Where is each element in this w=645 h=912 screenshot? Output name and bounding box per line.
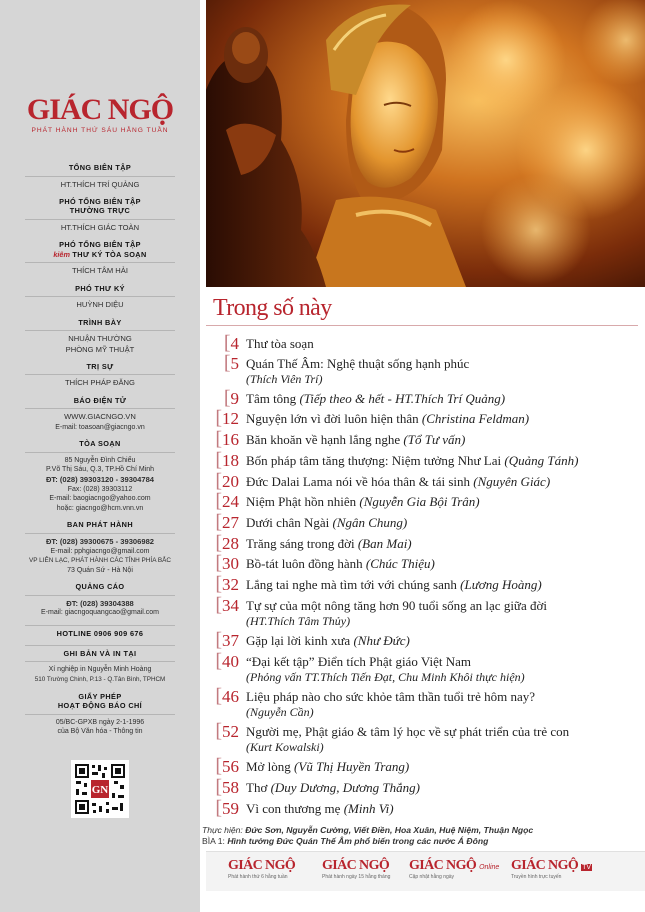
staff-editor-in-chief: TỔNG BIÊN TẬP HT.THÍCH TRÍ QUẢNG [0, 163, 200, 190]
toc-author: (Tiếp theo & hết - HT.Thích Trí Quảng) [299, 391, 506, 406]
toc-page-number: 20 [222, 472, 239, 491]
staff-advertising: QUẢNG CÁO ĐT: (028) 39304388 E-mail: giacngoquangcao@gmail.com [0, 582, 200, 618]
toc-title: “Đại kết tập” Điển tích Phật giáo Việt Nam [246, 654, 471, 669]
logo-tagline: PHÁT HÀNH THỨ SÁU HẰNG TUẦN [31, 127, 169, 134]
toc-author: (Ban Mai) [357, 536, 412, 551]
contents-divider [206, 325, 638, 326]
toc-page-number: 28 [222, 534, 239, 553]
toc-author: (Vũ Thị Huyền Trang) [294, 759, 410, 774]
toc-page-number: 58 [222, 778, 239, 797]
toc-page-number: 37 [222, 631, 239, 650]
toc-title: Bốn pháp tâm tăng thượng: Niệm tưởng Như Lai [246, 453, 502, 468]
toc-author: (Thích Viên Trí) [246, 372, 323, 386]
cover-photo-buddha [206, 0, 645, 287]
toc-title: Mở lòng [246, 759, 291, 774]
toc-author: (HT.Thích Tâm Thủy) [246, 614, 351, 628]
brand-weekly[interactable]: GIÁC NGỘ Phát hành thứ 6 hằng tuần [228, 858, 296, 880]
toc-page-number: 34 [222, 596, 239, 615]
toc-title: Quán Thế Âm: Nghệ thuật sống hạnh phúc [246, 356, 470, 371]
toc-author: (Tổ Tư vấn) [403, 432, 466, 447]
staff-hotline: HOTLINE 0906 909 676 [0, 625, 200, 638]
toc-title: Bồ-tát luôn đồng hành [246, 556, 363, 571]
toc-author: (Kurt Kowalski) [246, 740, 324, 754]
brand-online[interactable]: GIÁC NGỘ Online Cập nhật hằng ngày [409, 858, 500, 880]
toc-author: (Chúc Thiệu) [365, 556, 435, 571]
toc-author: (Duy Dương, Dương Thắng) [270, 780, 420, 795]
toc-title: Gặp lại lời kinh xưa [246, 633, 351, 648]
toc-title: Tự sự của một nông tăng hơn 90 tuổi sống an lạc giữa đời [246, 598, 547, 613]
staff-license: GIẤY PHÉP HOẠT ĐỘNG BÁO CHÍ 05/BC-GPXB ngày 2-1-1996 của Bộ Văn hóa - Thông tin [0, 692, 200, 737]
staff-list [0, 163, 200, 744]
toc-author: (Phỏng vấn TT.Thích Tiến Đạt, Chu Minh Khôi thực hiện) [246, 670, 525, 684]
toc-page-number: 59 [222, 799, 239, 818]
toc-title: Băn khoăn về hạnh lắng nghe [246, 432, 401, 447]
toc-page-number: 40 [222, 652, 239, 671]
toc-author: (Như Đức) [353, 633, 410, 648]
giac-ngo-logo: GIÁC NGỘ [26, 93, 174, 126]
toc-page-number: 4 [230, 334, 239, 353]
toc-author: (Ngân Chung) [332, 515, 408, 530]
toc-author: (Lương Hoàng) [460, 577, 542, 592]
toc-title: Liệu pháp nào cho sức khỏe tâm thần tuổi trẻ hôm nay? [246, 689, 535, 704]
toc-title: Dưới chân Ngài [246, 515, 330, 530]
toc-page-number: 56 [222, 757, 239, 776]
toc-page-number: 30 [222, 554, 239, 573]
credits-contributors: Đức Sơn, Nguyễn Cường, Viết Điền, Hoa Xuân, Huệ Niệm, Thuận Ngọc [245, 825, 534, 835]
toc-page-number: 9 [230, 389, 239, 408]
brand-tv[interactable]: GIÁC NGỘ TV Truyền hình trực tuyến [511, 858, 592, 880]
toc-title: Thư tòa soạn [246, 336, 314, 351]
staff-distribution: BAN PHÁT HÀNH ĐT: (028) 39300675 - 39306982 E-mail: pphgiacngo@gmail.com VP LIÊN LẠC, PHÁT HÀNH CÁC TỈNH PHÍA BẮC 73 Quán Sứ - Hà Nội [0, 520, 200, 575]
staff-online-edition: BÁO ĐIỆN TỬ WWW.GIACNGO.VN E-mail: toasoan@giacngo.vn [0, 396, 200, 433]
staff-administration: TRỊ SỰ THÍCH PHÁP ĐĂNG [0, 362, 200, 389]
brand-monthly[interactable]: GIÁC NGỘ Phát hành ngày 15 hằng tháng [322, 858, 391, 880]
toc-page-number: 46 [222, 687, 239, 706]
buddha-statue-image [206, 0, 645, 287]
toc-author: (Quảng Tánh) [504, 453, 579, 468]
toc-page-number: 12 [222, 409, 239, 428]
issue-credits: Thực hiện: Đức Sơn, Nguyễn Cường, Viết Điền, Hoa Xuân, Huệ Niệm, Thuận Ngọc BÌA 1: Hình tướng Đức Quán Thế Âm phổ biến trong các nước Á Đông [202, 825, 534, 846]
toc-author: (Nguyên Giác) [473, 474, 551, 489]
toc-author: (Minh Vi) [343, 801, 394, 816]
toc-author: (Nguyễn Cần) [246, 705, 314, 719]
staff-newsroom: TÒA SOẠN 85 Nguyễn Đình Chiểu P.Võ Thị Sáu, Q.3, TP.Hồ Chí Minh ĐT: (028) 39303120 - 39304784 Fax: (028) 39303112 E-mail: baogiacngo@yahoo.com hoặc: giacngo@hcm.vnn.vn [0, 439, 200, 513]
staff-assistant-secretary: PHÓ THƯ KÝ HUỲNH DIỆU [0, 284, 200, 311]
cover-caption: Hình tướng Đức Quán Thế Âm phổ biến trong các nước Á Đông [227, 836, 489, 846]
brand-strip [206, 851, 645, 891]
toc-title: Đức Dalai Lama nói về hóa thân & tái sinh [246, 474, 471, 489]
toc-author: (Nguyễn Gia Bội Trân) [359, 494, 480, 509]
toc-title: Trăng sáng trong đời [246, 536, 355, 551]
staff-deputy-editor: PHÓ TỔNG BIÊN TẬP THƯỜNG TRỰC HT.THÍCH GIÁC TOÀN [0, 197, 200, 233]
toc-title: Niệm Phật hồn nhiên [246, 494, 357, 509]
contents-heading: Trong số này [213, 295, 332, 321]
qr-code-icon [74, 763, 126, 815]
toc-page-number: 5 [230, 354, 239, 373]
toc-title: Người mẹ, Phật giáo & tâm lý học về sự phát triển của trẻ con [246, 724, 570, 739]
qr-code[interactable] [71, 760, 129, 818]
toc-title: Vì con thương mẹ [246, 801, 341, 816]
staff-deputy-secretary: PHÓ TỔNG BIÊN TẬP kiêm THƯ KÝ TÒA SOẠN THÍCH TÂM HẢI [0, 240, 200, 276]
masthead-sidebar [0, 0, 200, 912]
toc-title: Nguyện lớn vì đời luôn hiện thân [246, 411, 419, 426]
toc-title: Lắng tai nghe mà tìm tới với chúng sanh [246, 577, 457, 592]
toc-title: Tâm tông [246, 391, 297, 406]
svg-text:GN: GN [91, 784, 109, 796]
tv-icon: TV [582, 864, 592, 871]
toc-title: Thơ [246, 780, 268, 795]
toc-author: (Christina Feldman) [421, 411, 530, 426]
staff-design: TRÌNH BÀY NHUẬN THƯỜNG PHÒNG MỸ THUẬT [0, 318, 200, 355]
toc-page-number: 18 [222, 451, 239, 470]
toc-page-number: 24 [222, 492, 239, 511]
toc-page-number: 52 [222, 722, 239, 741]
toc-page-number: 32 [222, 575, 239, 594]
toc-page-number: 27 [222, 513, 239, 532]
staff-printer: GHI BẢN VÀ IN TẠI Xí nghiệp in Nguyễn Minh Hoàng 510 Trường Chinh, P.13 - Q.Tân Bình, TPHCM [0, 645, 200, 685]
toc-page-number: 16 [222, 430, 239, 449]
